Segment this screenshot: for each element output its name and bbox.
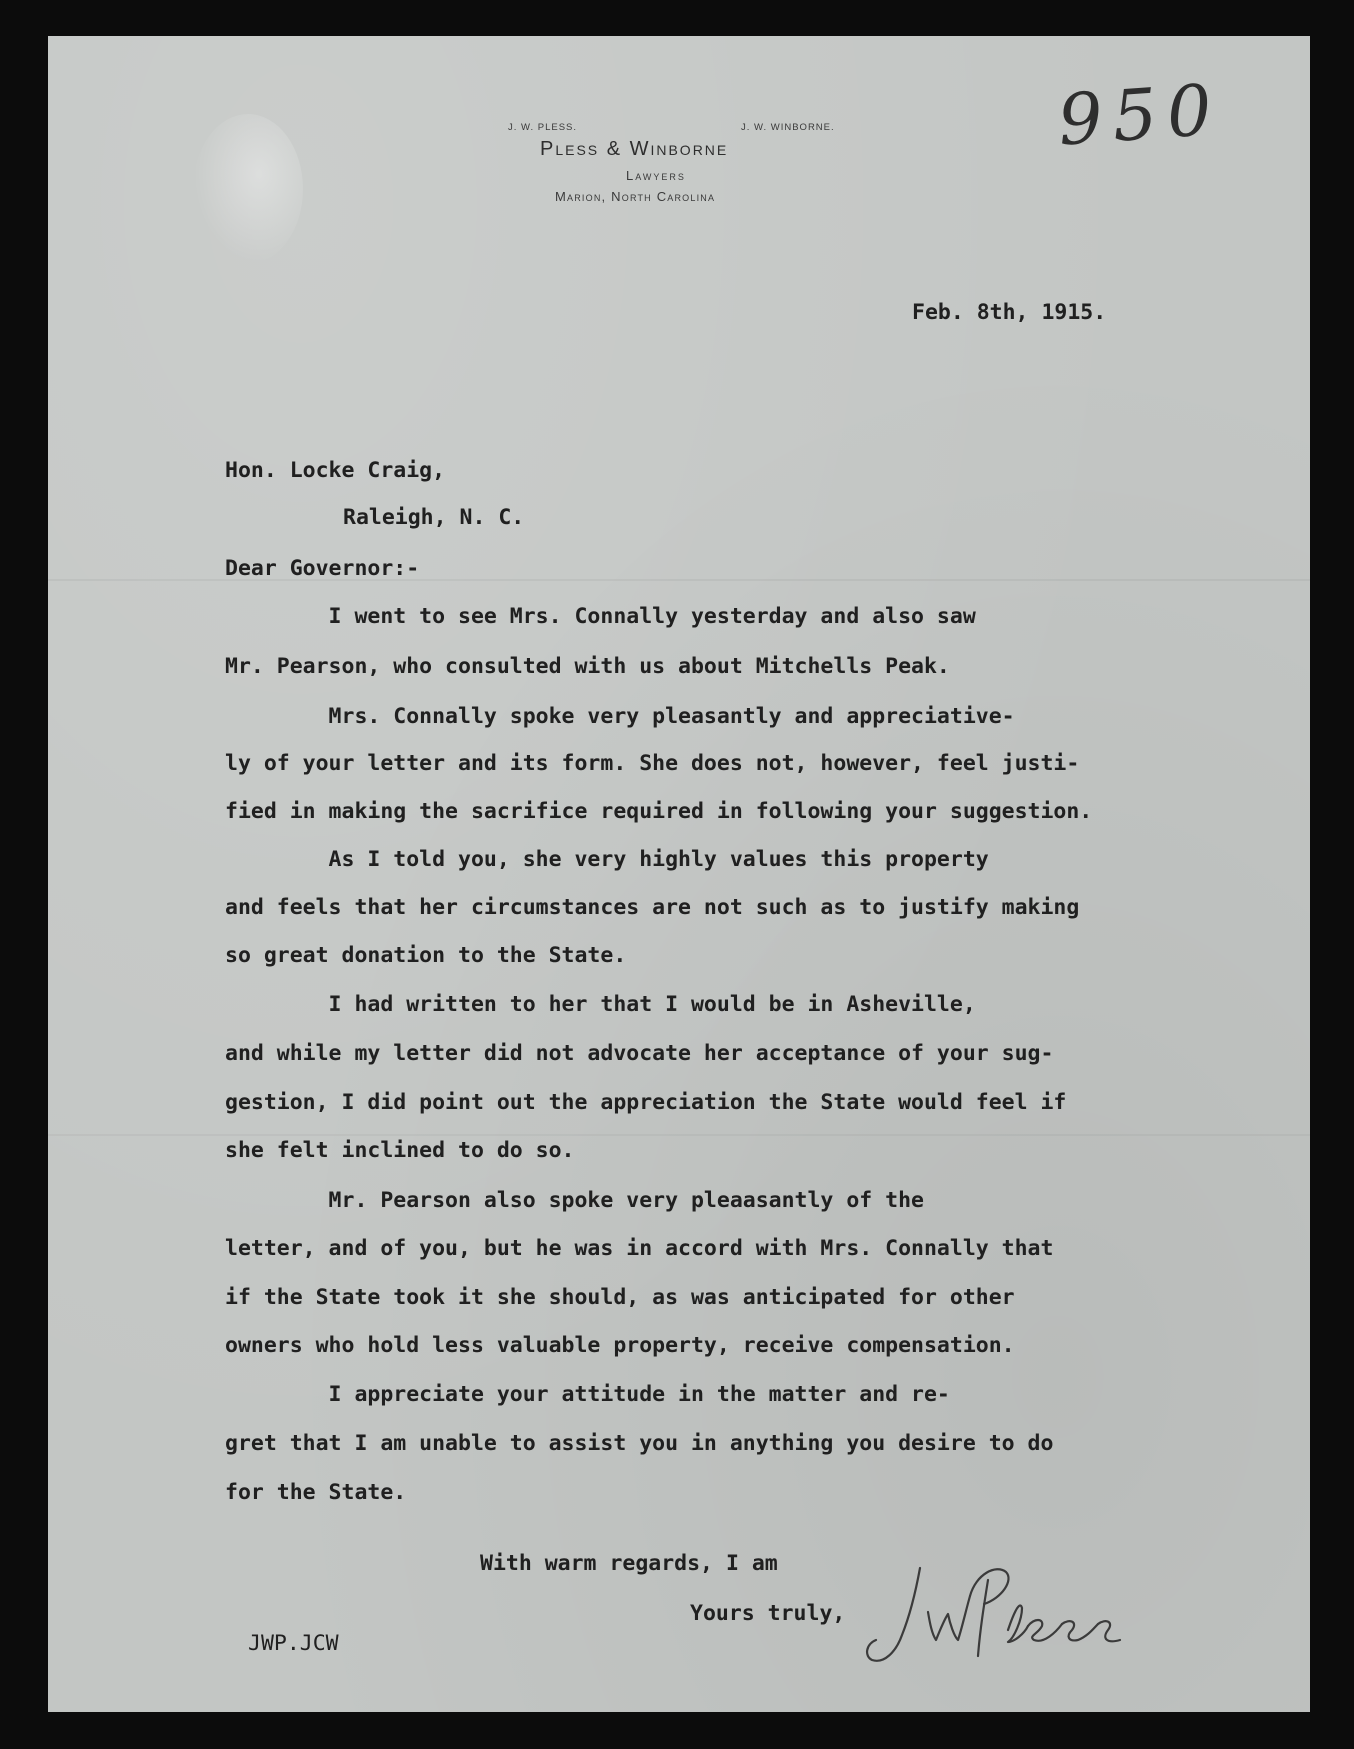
- handwritten-archive-number: 950: [1055, 68, 1225, 162]
- body-line: and while my letter did not advocate her acceptance of your sug-: [225, 1041, 1054, 1066]
- body-line: so great donation to the State.: [225, 943, 627, 968]
- letterhead-partner-right: J. W. WINBORNE.: [741, 122, 835, 133]
- signature-drawing: [858, 1560, 1128, 1670]
- body-line: owners who hold less valuable property, receive compensation.: [225, 1333, 1015, 1358]
- body-line: Mrs. Connally spoke very pleasantly and appreciative-: [225, 704, 1015, 729]
- body-line: fied in making the sacrifice required in following your suggestion.: [225, 799, 1093, 824]
- body-line: letter, and of you, but he was in accord with Mrs. Connally that: [225, 1236, 1054, 1261]
- letter-page: [48, 36, 1310, 1712]
- paper-stain: [193, 114, 303, 264]
- body-line: I had written to her that I would be in Asheville,: [225, 992, 976, 1017]
- salutation: Dear Governor:-: [225, 556, 420, 581]
- body-line: ly of your letter and its form. She does not, however, feel justi-: [225, 751, 1080, 776]
- signature: [858, 1560, 1128, 1675]
- body-line: gestion, I did point out the appreciation the State would feel if: [225, 1090, 1067, 1115]
- addressee-name: Hon. Locke Craig,: [225, 458, 446, 483]
- addressee-city: Raleigh, N. C.: [343, 505, 525, 530]
- letter-date: Feb. 8th, 1915.: [912, 300, 1107, 325]
- letterhead-profession: Lawyers: [626, 168, 686, 183]
- typist-initials: JWP.JCW: [248, 1631, 339, 1656]
- body-line: Mr. Pearson also spoke very pleaasantly of the: [225, 1188, 924, 1213]
- body-line: As I told you, she very highly values this property: [225, 847, 989, 872]
- body-line: and feels that her circumstances are not such as to justify making: [225, 895, 1080, 920]
- body-line: I appreciate your attitude in the matter and re-: [225, 1382, 950, 1407]
- body-line: I went to see Mrs. Connally yesterday and also saw: [225, 604, 976, 629]
- body-line: for the State.: [225, 1480, 407, 1505]
- closing-line: With warm regards, I am: [480, 1551, 778, 1576]
- letterhead-address: Marion, North Carolina: [555, 189, 716, 204]
- letterhead-partner-left: J. W. PLESS.: [508, 122, 578, 133]
- body-line: she felt inclined to do so.: [225, 1138, 575, 1163]
- body-line: Mr. Pearson, who consulted with us about Mitchells Peak.: [225, 654, 950, 679]
- letterhead-firm-name: Pless & Winborne: [540, 138, 729, 160]
- body-line: gret that I am unable to assist you in anything you desire to do: [225, 1431, 1054, 1456]
- complimentary-close: Yours truly,: [690, 1601, 846, 1626]
- paper-fold: [48, 1134, 1310, 1136]
- body-line: if the State took it she should, as was anticipated for other: [225, 1285, 1015, 1310]
